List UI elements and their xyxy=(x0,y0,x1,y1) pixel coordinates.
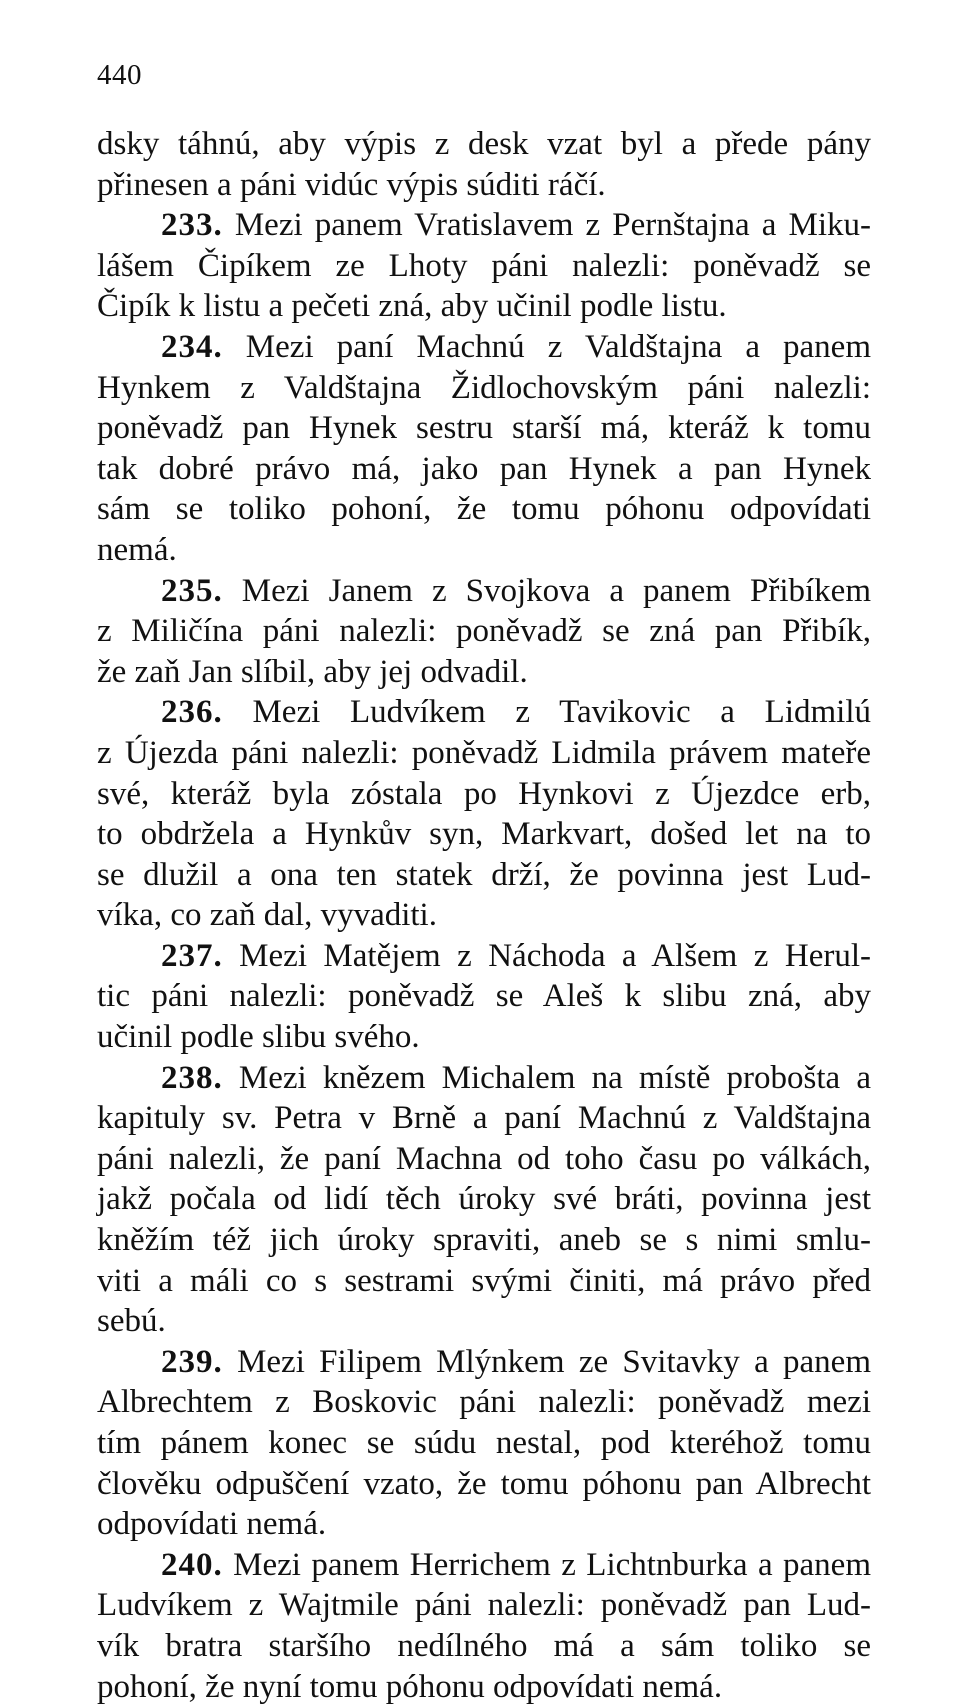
page-number: 440 xyxy=(97,59,142,91)
line-text: vík bratra staršího nedílného má a sám toliko se xyxy=(97,1627,871,1664)
line-text: sám se toliko pohoní, že tomu póhonu odpovídati xyxy=(97,491,871,528)
text-line xyxy=(97,1342,871,1383)
text-line xyxy=(97,1098,871,1139)
line-text: z Újezda páni nalezli: poněvadž Lidmila právem mateře xyxy=(97,734,871,771)
text-line xyxy=(97,774,871,815)
line-text: tím pánem konec se súdu nestal, pod kteréhož tomu xyxy=(97,1425,871,1461)
text-line xyxy=(97,1179,871,1220)
line-text: své, kteráž byla zóstala po Hynkovi z Újezdce erb, xyxy=(97,775,871,812)
text-line xyxy=(97,1301,871,1342)
text-line xyxy=(97,936,871,977)
text-line xyxy=(97,327,871,368)
text-line xyxy=(97,1139,871,1180)
paragraph-number: 239. xyxy=(161,1343,223,1380)
text-line xyxy=(97,1626,871,1667)
line-text: Mezi Filipem Mlýnkem ze Svitavky a panem xyxy=(222,1343,871,1380)
line-text: Mezi paní Machnú z Valdštajna a panem xyxy=(222,328,871,365)
line-text: z Miličína páni nalezli: poněvadž se zná pan Přibík, xyxy=(97,613,871,650)
text-line xyxy=(97,286,871,327)
line-text: Hynkem z Valdštajna Židlochovským páni nalezli: xyxy=(97,369,871,406)
page-body-text xyxy=(97,124,871,1707)
paragraph-number: 236. xyxy=(161,694,223,731)
text-line xyxy=(97,205,871,246)
paragraph-number: 238. xyxy=(161,1059,223,1096)
text-line xyxy=(97,489,871,530)
paragraph-number: 233. xyxy=(161,207,223,244)
text-line xyxy=(97,246,871,287)
line-text: se dlužil a ona ten statek drží, že povinna jest Lud- xyxy=(97,856,871,893)
line-text: kapituly sv. Petra v Brně a paní Machnú z Valdštajna xyxy=(97,1100,871,1137)
line-text: že zaň Jan slíbil, aby jej odvadil. xyxy=(97,653,528,690)
text-line xyxy=(97,165,871,206)
line-text: Mezi panem Herrichem z Lichtnburka a panem xyxy=(222,1546,871,1583)
line-text: učinil podle slibu svého. xyxy=(97,1019,420,1056)
line-text: odpovídati nemá. xyxy=(97,1506,327,1543)
text-line xyxy=(97,1667,871,1707)
text-line xyxy=(97,733,871,774)
text-line xyxy=(97,1464,871,1505)
text-line xyxy=(97,1058,871,1099)
line-text: Mezi Janem z Svojkova a panem Přibíkem xyxy=(222,572,871,609)
text-line xyxy=(97,1545,871,1586)
line-text: tic páni nalezli: poněvadž se Aleš k slibu zná, aby xyxy=(97,978,871,1015)
line-text: jakž počala od lidí těch úroky své bráti, povinna jest xyxy=(97,1181,871,1218)
text-line xyxy=(97,895,871,936)
text-line xyxy=(97,855,871,896)
text-line xyxy=(97,1504,871,1545)
line-text: člověku odpuščení vzato, že tomu póhonu pan Albrecht xyxy=(97,1465,871,1502)
line-text: poněvadž pan Hynek sestru starší má, kteráž k tomu xyxy=(97,410,871,447)
line-text: to obdržela a Hynkův syn, Markvart, došed let na to xyxy=(97,816,871,853)
text-line xyxy=(97,652,871,693)
text-line xyxy=(97,124,871,165)
text-line xyxy=(97,1585,871,1626)
line-text: víka, co zaň dal, vyvaditi. xyxy=(97,897,437,934)
line-text: lášem Čipíkem ze Lhoty páni nalezli: poněvadž se xyxy=(97,247,871,284)
paragraph-number: 240. xyxy=(161,1546,223,1583)
line-text: viti a máli co s sestrami svými činiti, má právo před xyxy=(97,1262,871,1299)
line-text: přinesen a páni vidúc výpis súditi ráčí. xyxy=(97,166,606,203)
line-text: Mezi knězem Michalem na místě probošta a xyxy=(222,1059,871,1096)
line-text: Mezi Ludvíkem z Tavikovic a Lidmilú xyxy=(222,694,871,731)
text-line xyxy=(97,1423,871,1464)
line-text: Mezi panem Vratislavem z Pernštajna a Miku- xyxy=(222,207,871,244)
line-text: kněžím též jich úroky spraviti, aneb se s nimi smlu- xyxy=(97,1222,871,1259)
line-text: dsky táhnú, aby výpis z desk vzat byl a přede pány xyxy=(97,126,871,162)
line-text: páni nalezli, že paní Machna od toho času po válkách, xyxy=(97,1140,871,1177)
text-line xyxy=(97,1220,871,1261)
text-line xyxy=(97,1261,871,1302)
line-text: sebú. xyxy=(97,1303,166,1340)
text-line xyxy=(97,976,871,1017)
paragraph-number: 234. xyxy=(161,328,223,365)
text-line xyxy=(97,611,871,652)
text-line xyxy=(97,692,871,733)
line-text: Čipík k listu a pečeti zná, aby učinil podle listu. xyxy=(97,288,727,325)
paragraph-number: 237. xyxy=(161,937,223,974)
paragraph-number: 235. xyxy=(161,572,223,609)
line-text: Mezi Matějem z Náchoda a Alšem z Herul- xyxy=(222,937,871,974)
line-text: nemá. xyxy=(97,531,177,568)
line-text: tak dobré právo má, jako pan Hynek a pan Hynek xyxy=(97,450,871,487)
line-text: pohoní, že nyní tomu póhonu odpovídati nemá. xyxy=(97,1668,723,1705)
line-text: Ludvíkem z Wajtmile páni nalezli: poněvadž pan Lud- xyxy=(97,1587,871,1624)
text-line xyxy=(97,814,871,855)
text-line xyxy=(97,449,871,490)
text-line xyxy=(97,571,871,612)
text-line xyxy=(97,1382,871,1423)
line-text: Albrechtem z Boskovic páni nalezli: poněvadž mezi xyxy=(97,1384,871,1421)
text-line xyxy=(97,530,871,571)
text-line xyxy=(97,1017,871,1058)
text-line xyxy=(97,368,871,409)
text-line xyxy=(97,408,871,449)
